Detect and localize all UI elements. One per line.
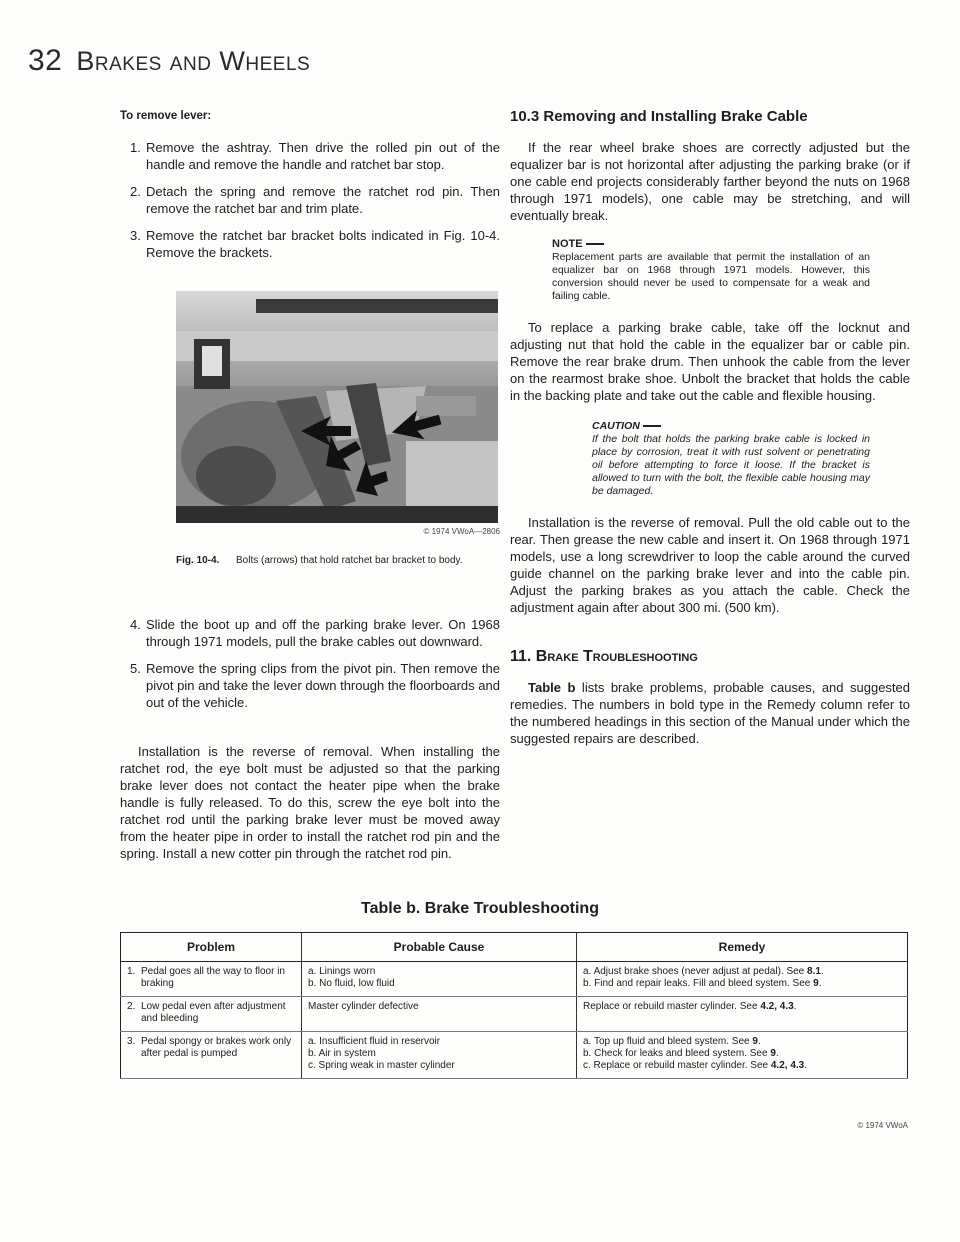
remedy-line: [583, 978, 901, 990]
remedy-line: [583, 1048, 901, 1060]
step-item: [120, 139, 500, 173]
remedy-end: .: [818, 978, 822, 989]
remedy-end: .: [757, 1036, 761, 1047]
remedy-text: Replace or rebuild master cylinder. See: [583, 1001, 761, 1012]
troubleshooting-intro: [510, 679, 910, 747]
row-number: 3.: [127, 1036, 136, 1047]
figure-caption: [176, 554, 506, 567]
section-10-3-title: 10.3 Removing and Installing Brake Cable: [510, 108, 808, 125]
remedy-ref: 9: [770, 1048, 776, 1059]
cause-line: a. Linings worn: [308, 966, 376, 977]
troubleshooting-intro-text: lists brake problems, probable causes, and suggested remedies. The numbers in bold type in the Remedy column refer to the numbered headings in this section of the Manual under which the suggested repairs are described.: [510, 680, 910, 746]
step-text: Detach the spring and remove the ratchet rod pin. Then remove the ratchet bar and trim plate.: [146, 184, 500, 216]
steps-list-a: [120, 139, 500, 261]
step-item: [120, 183, 500, 217]
figure-illustration: [176, 291, 498, 523]
cause-line: a. Insufficient fluid in reservoir: [308, 1036, 441, 1047]
steps-list-b: [120, 616, 500, 711]
chapter-title: Brakes and Wheels: [76, 46, 311, 76]
figure-copyright: © 1974 VWoA—2806: [423, 527, 500, 536]
problem-text: Pedal goes all the way to floor in braking: [141, 966, 285, 989]
caution-label-text: CAUTION: [592, 420, 640, 432]
remedy-cell: [577, 1032, 908, 1079]
problem-text: Low pedal even after adjustment and bleeding: [141, 1001, 286, 1024]
cause-line: b. Air in system: [308, 1048, 376, 1059]
cause-cell: [302, 997, 577, 1032]
step-number: 2.: [130, 184, 141, 199]
problem-cell: [121, 997, 302, 1032]
cable-paragraph-2: To replace a parking brake cable, take off the locknut and adjusting nut that hold the cable in the equalizer bar or cable pin. Remove the rear brake drum. Then unhook the cable from the lever on the rearmost brake shoe. Unbolt the bracket that holds the cable in the backing plate and take out the cable and flexible housing.: [510, 320, 910, 403]
step-number: 5.: [130, 661, 141, 676]
note-text: Replacement parts are available that permit the installation of an equalizer bar on 1968 through 1971 models. However, this conversion should never be used to compensate for a weak and failing cable.: [552, 251, 870, 302]
cable-paragraph-1: If the rear wheel brake shoes are correctly adjusted but the equalizer bar is not horizontal after adjusting the parking brake (or if one cable end projects considerably farther beyond the nuts on 1968 through 1971 models), one cable may be stretching, and will eventually break.: [510, 140, 910, 223]
cable-paragraph-3: Installation is the reverse of removal. Pull the old cable out to the rear. Then grease the new cable and insert it. On 1968 through 1971 models, use a long screwdriver to loop the cable around the curved guide channel on the parking brake lever and into the cable pin. Adjust the parking brakes as you attach the cable. Check the adjustment again after about 300 mi. (500 km).: [510, 515, 910, 615]
left-column-top: [120, 108, 500, 271]
page-header: [28, 44, 310, 78]
table-title: Table b. Brake Troubleshooting: [361, 900, 599, 917]
remedy-ref: 4.2, 4.3: [770, 1060, 805, 1071]
remove-lever-subheading: To remove lever:: [120, 110, 212, 122]
table-row: [121, 997, 908, 1032]
remedy-end: .: [775, 1048, 779, 1059]
step-number: 1.: [130, 140, 141, 155]
step-number: 4.: [130, 617, 141, 632]
problem-cell: [121, 1032, 302, 1079]
remedy-text: b. Find and repair leaks. Fill and bleed system. See: [583, 978, 814, 989]
step-item: [120, 616, 500, 650]
cause-line: c. Spring weak in master cylinder: [308, 1060, 455, 1071]
table-row: [121, 962, 908, 997]
caution-label: [592, 420, 870, 433]
troubleshooting-table: [120, 932, 908, 1079]
table-ref: Table b: [528, 680, 576, 695]
remedy-line: [583, 966, 901, 978]
remedy-line: [583, 1036, 901, 1048]
step-item: [120, 660, 500, 711]
header-cause: Probable Cause: [302, 933, 577, 962]
step-item: [120, 227, 500, 261]
row-number: 1.: [127, 966, 136, 977]
remedy-text: c. Replace or rebuild master cylinder. See: [583, 1060, 771, 1071]
cause-cell: [302, 1032, 577, 1079]
remedy-ref: 8.1: [807, 966, 821, 977]
step-text: Remove the ratchet bar bracket bolts indicated in Fig. 10-4. Remove the brackets.: [146, 228, 500, 260]
caution-text: If the bolt that holds the parking brake cable is locked in place by corrosion, treat it with rust solvent or penetrating oil before attempting to force it loose. If the bracket is allowed to turn with the bolt, the flexible cable housing may be damaged.: [592, 433, 870, 497]
header-remedy: Remedy: [577, 933, 908, 962]
left-column-bottom: [120, 616, 500, 721]
remedy-ref: 4.2, 4.3: [760, 1001, 794, 1012]
remedy-text: a. Top up fluid and bleed system. See: [583, 1036, 753, 1047]
figure-caption-text: Bolts (arrows) that hold ratchet bar bracket to body.: [236, 555, 463, 566]
page-number: 32: [28, 44, 63, 77]
right-column: [510, 108, 910, 747]
problem-text: Pedal spongy or brakes work only after pedal is pumped: [141, 1036, 292, 1059]
remedy-line: [583, 1001, 901, 1013]
cause-line: b. No fluid, low fluid: [308, 978, 395, 989]
header-problem: Problem: [121, 933, 302, 962]
remedy-ref: 9: [813, 978, 819, 989]
table-header-row: [121, 933, 908, 962]
remedy-line: [583, 1060, 901, 1072]
remedy-text: b. Check for leaks and bleed system. See: [583, 1048, 771, 1059]
problem-wrap: [127, 966, 295, 990]
figure-caption-label: Fig. 10-4.: [176, 555, 220, 566]
remedy-end: .: [820, 966, 824, 977]
remedy-ref: 9: [752, 1036, 758, 1047]
cause-line: Master cylinder defective: [308, 1001, 419, 1012]
problem-wrap: [127, 1036, 295, 1060]
caution-box: [592, 420, 870, 498]
table-copyright: © 1974 VWoA: [857, 1121, 908, 1130]
note-label: NOTE: [552, 238, 870, 251]
problem-cell: [121, 962, 302, 997]
table-row: [121, 1032, 908, 1079]
cause-cell: [302, 962, 577, 997]
section-11-title: 11. Brake Troubleshooting: [510, 648, 698, 665]
figure-photo: [176, 291, 498, 523]
remedy-cell: [577, 997, 908, 1032]
problem-wrap: [127, 1001, 295, 1025]
remedy-end: .: [804, 1060, 808, 1071]
remedy-cell: [577, 962, 908, 997]
step-text: Remove the ashtray. Then drive the rolled pin out of the handle and remove the handle and ratchet bar stop.: [146, 140, 500, 172]
step-text: Slide the boot up and off the parking brake lever. On 1968 through 1971 models, pull the brake cables out downward.: [146, 617, 500, 649]
remedy-text: a. Adjust brake shoes (never adjust at pedal). See: [583, 966, 808, 977]
row-number: 2.: [127, 1001, 136, 1012]
step-text: Remove the spring clips from the pivot pin. Then remove the pivot pin and take the lever down through the floorboards and out of the vehicle.: [146, 661, 500, 710]
remedy-end: .: [793, 1001, 797, 1012]
step-number: 3.: [130, 228, 141, 243]
left-install-paragraph: Installation is the reverse of removal. When installing the ratchet rod, the eye bolt must be adjusted so that the parking brake lever does not contact the heater pipe when the brake handle is fully released. To do this, screw the eye bolt into the ratchet rod until the parking brake lever must be moved away from the heater pipe in order to install the ratchet rod pin and the spring. Install a new cotter pin through the ratchet rod pin.: [120, 744, 500, 861]
note-box: [552, 238, 870, 303]
